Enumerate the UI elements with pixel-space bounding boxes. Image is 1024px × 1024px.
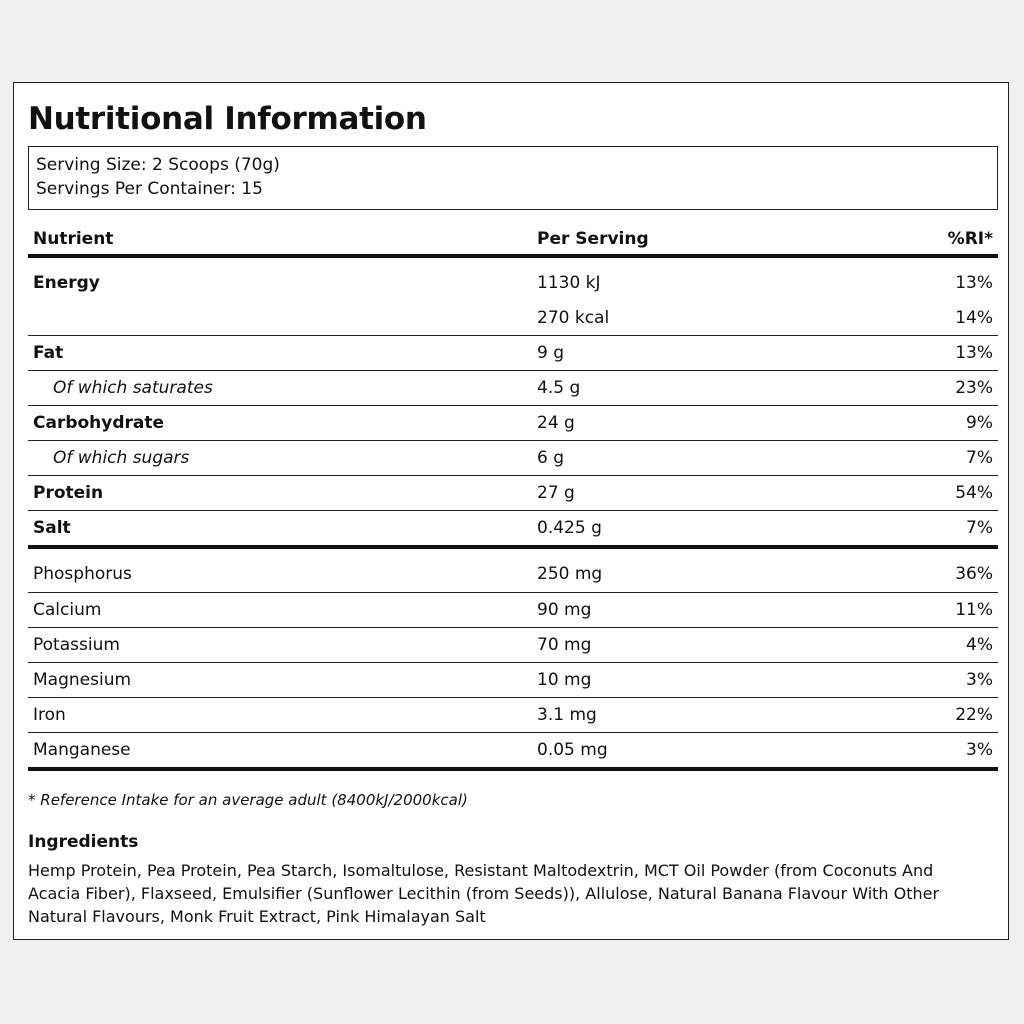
reference-intake-footnote: * Reference Intake for an average adult (8400kJ/2000kcal) <box>28 791 468 809</box>
nutrient-name: Manganese <box>33 740 131 760</box>
energy-kcal-ri: 14% <box>955 308 993 328</box>
table-header-row <box>28 221 998 258</box>
nutrient-name: Calcium <box>33 600 102 620</box>
ingredients-heading: Ingredients <box>28 832 139 852</box>
servings-per-container: Servings Per Container: 15 <box>36 179 263 199</box>
table-row-sugars <box>28 441 998 476</box>
nutrient-amount: 4.5 g <box>537 378 581 398</box>
nutrient-name: Fat <box>33 343 64 363</box>
nutrient-name: Protein <box>33 483 104 503</box>
nutrient-ri: 3% <box>966 740 993 760</box>
nutrient-amount: 27 g <box>537 483 575 503</box>
nutrient-ri: 54% <box>955 483 993 503</box>
table-row-potassium <box>28 628 998 663</box>
serving-size: Serving Size: 2 Scoops (70g) <box>36 155 280 175</box>
energy-kj: 1130 kJ <box>537 273 601 293</box>
table-row-phosphorus <box>28 549 998 593</box>
nutrient-amount: 90 mg <box>537 600 592 620</box>
ingredients-text: Hemp Protein, Pea Protein, Pea Starch, Isomaltulose, Resistant Maltodextrin, MCT Oil Powder (from Coconuts And Acacia Fiber), Flaxseed, Emulsifier (Sunflower Lecithin (from Seeds)), Allulose, Natural Banana Flavour With Other Natural Flavours, Monk Fruit Extract, Pink Himalayan Salt <box>28 861 940 926</box>
nutrient-amount: 0.05 mg <box>537 740 608 760</box>
table-row-magnesium <box>28 663 998 698</box>
nutrient-ri: 22% <box>955 705 993 725</box>
nutrient-name: Salt <box>33 518 71 538</box>
nutrient-amount: 70 mg <box>537 635 592 655</box>
table-row-fat <box>28 336 998 371</box>
nutrient-amount: 3.1 mg <box>537 705 597 725</box>
nutrition-label <box>13 82 1009 940</box>
nutrient-amount: 10 mg <box>537 670 592 690</box>
nutrient-name: Of which sugars <box>53 448 190 468</box>
nutrient-amount: 9 g <box>537 343 565 363</box>
nutrient-ri: 13% <box>955 343 993 363</box>
header-per-serving: Per Serving <box>537 229 649 249</box>
table-row-iron <box>28 698 998 733</box>
nutrition-table <box>28 221 998 771</box>
serving-info-box <box>28 146 998 210</box>
nutrient-amount: 250 mg <box>537 564 603 584</box>
table-row-carbohydrate <box>28 406 998 441</box>
nutrient-ri: 23% <box>955 378 993 398</box>
nutrient-ri: 4% <box>966 635 993 655</box>
nutrient-name: Iron <box>33 705 66 725</box>
nutrient-amount: 0.425 g <box>537 518 602 538</box>
nutrient-ri: 36% <box>955 564 993 584</box>
nutrient-name: Of which saturates <box>53 378 213 398</box>
table-row-energy <box>28 258 998 336</box>
table-row-saturates <box>28 371 998 406</box>
table-row-protein <box>28 476 998 511</box>
table-row-manganese <box>28 733 998 771</box>
energy-kcal: 270 kcal <box>537 308 610 328</box>
table-row-calcium <box>28 593 998 628</box>
nutrient-name: Potassium <box>33 635 120 655</box>
energy-kj-ri: 13% <box>955 273 993 293</box>
nutrient-ri: 3% <box>966 670 993 690</box>
nutrient-ri: 9% <box>966 413 993 433</box>
nutrient-ri: 7% <box>966 518 993 538</box>
nutrient-name: Phosphorus <box>33 564 132 584</box>
nutrient-name: Energy <box>33 273 100 293</box>
nutrient-ri: 7% <box>966 448 993 468</box>
header-nutrient: Nutrient <box>33 229 114 249</box>
table-row-salt <box>28 511 998 549</box>
header-ri: %RI* <box>947 229 993 249</box>
nutrient-amount: 6 g <box>537 448 565 468</box>
nutrient-name: Carbohydrate <box>33 413 165 433</box>
label-title: Nutritional Information <box>28 101 427 137</box>
nutrient-amount: 24 g <box>537 413 575 433</box>
nutrient-ri: 11% <box>955 600 993 620</box>
nutrient-name: Magnesium <box>33 670 132 690</box>
